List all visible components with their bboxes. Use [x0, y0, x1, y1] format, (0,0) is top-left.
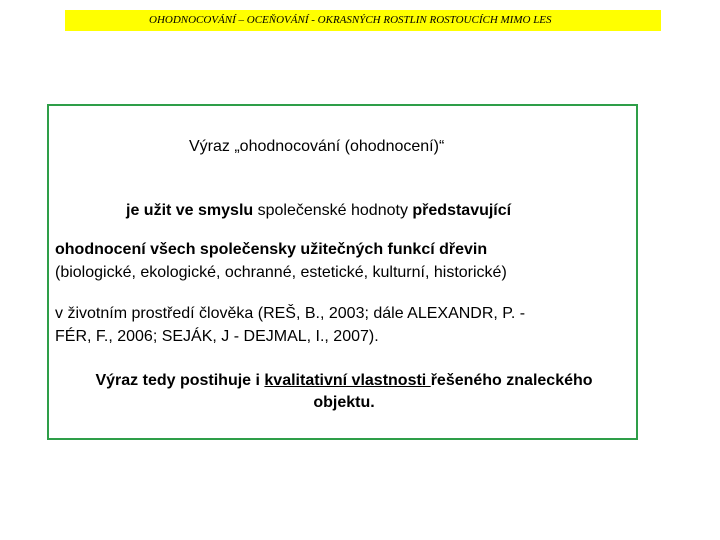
meaning-normal: společenské hodnoty: [253, 202, 413, 219]
paragraph-citation-line-2: [55, 327, 379, 347]
citation-text-2: FÉR, F., 2006; SEJÁK, J - DEJMAL, I., 2007).: [55, 328, 379, 345]
content-box: [47, 104, 638, 440]
conclusion-line-2: objektu.: [313, 394, 375, 411]
header-bar: [65, 10, 661, 31]
conclusion-part-1: Výraz tedy postihuje i: [95, 372, 265, 389]
header-title: OHODNOCOVÁNÍ – OCEŇOVÁNÍ - OKRASNÝCH ROSTLIN ROSTOUCÍCH MIMO LES: [149, 14, 552, 26]
expression-text: Výraz „ohodnocování (ohodnocení)“: [189, 138, 445, 155]
paragraph-functions-line-1: [55, 240, 487, 260]
paragraph-meaning: [126, 201, 511, 221]
paragraph-conclusion-line-2: [64, 393, 624, 413]
meaning-bold-2: představující: [412, 202, 512, 219]
conclusion-part-2: řešeného znaleckého: [430, 372, 593, 389]
paragraph-conclusion-line-1: [64, 371, 624, 391]
conclusion-underlined: kvalitativní vlastnosti: [264, 372, 431, 389]
citation-text-1: v životním prostředí člověka (REŠ, B., 2003; dále ALEXANDR, P. -: [55, 305, 526, 322]
paragraph-functions-line-2: [55, 263, 507, 283]
functions-list: (biologické, ekologické, ochranné, estetické, kulturní, historické): [55, 264, 507, 281]
functions-text: ohodnocení všech společensky užitečných funkcí dřevin: [55, 241, 488, 258]
meaning-bold: je užit ve smyslu: [126, 202, 254, 219]
paragraph-expression: [189, 137, 444, 157]
paragraph-citation-line-1: [55, 304, 525, 324]
